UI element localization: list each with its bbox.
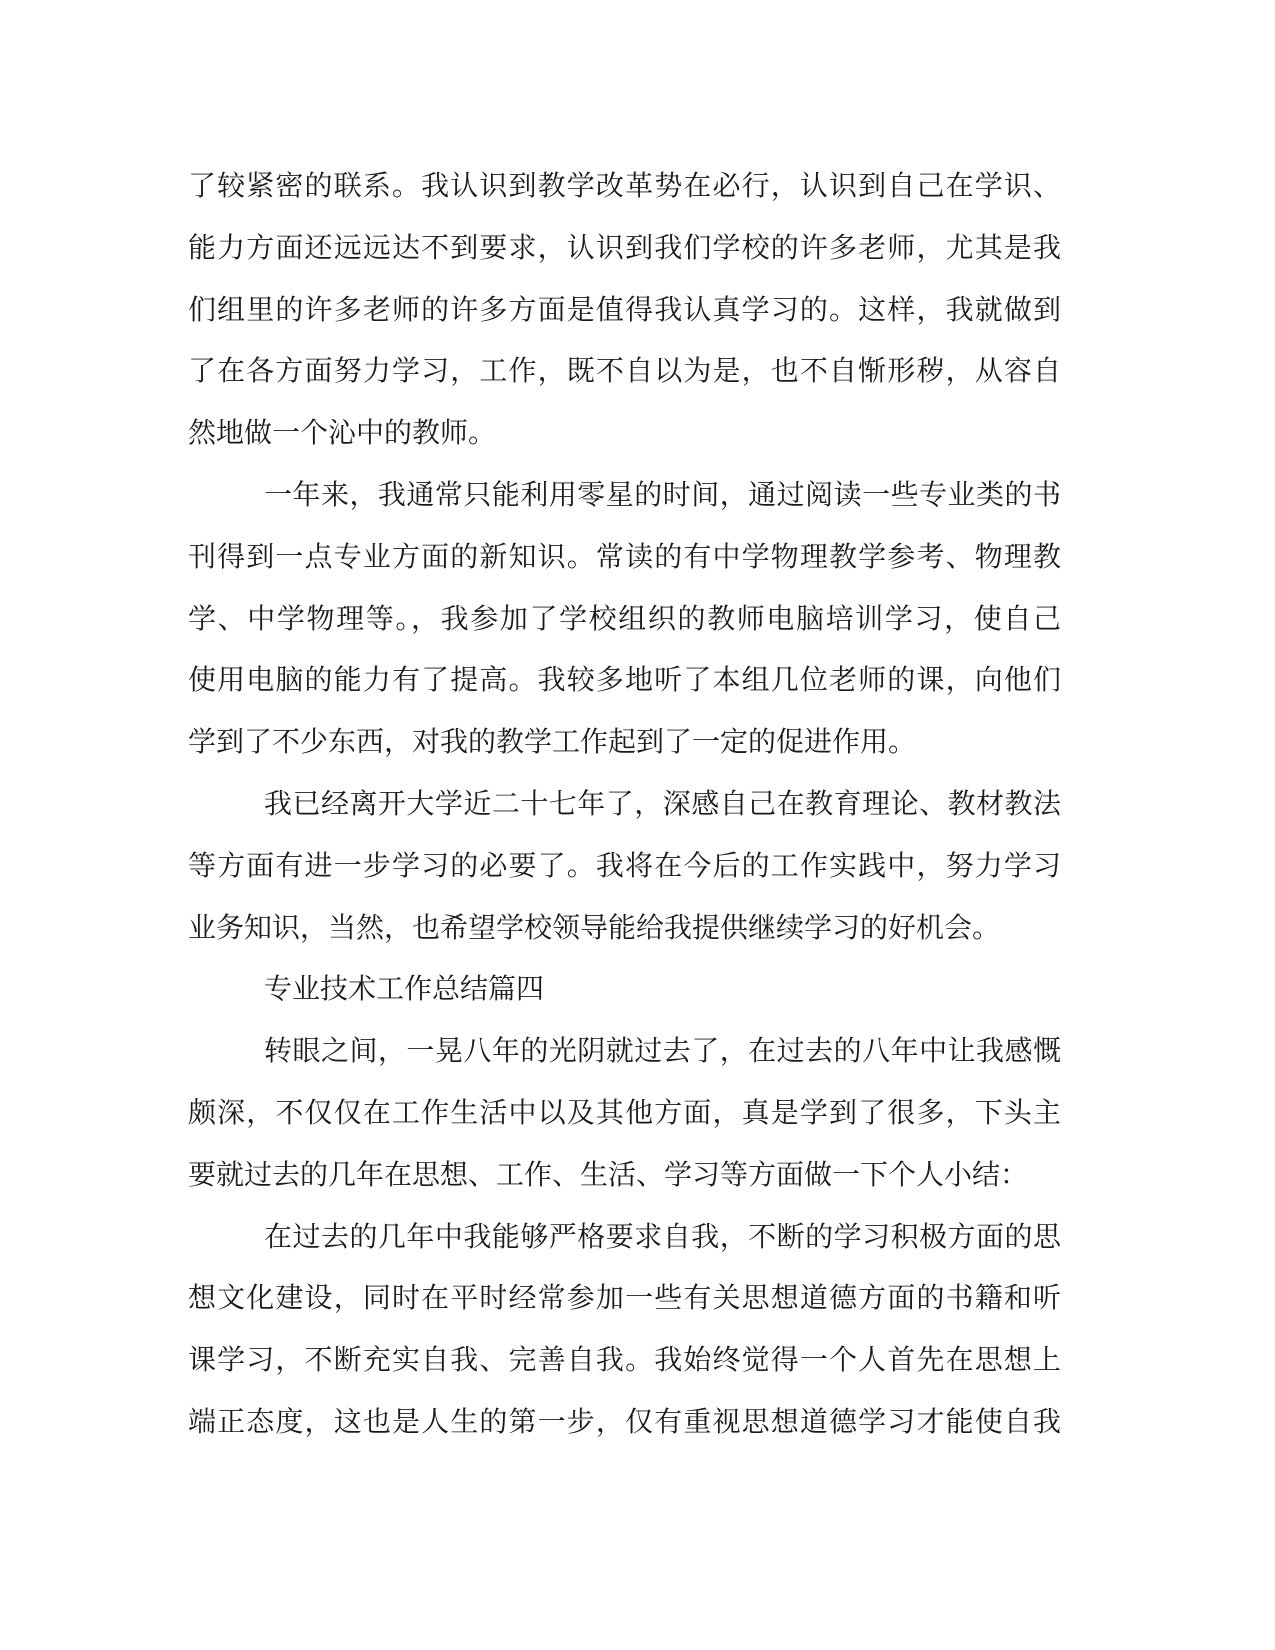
text-line-paragraph-end: 要就过去的几年在思想、工作、生活、学习等方面做一下个人小结： [188,1159,1029,1191]
text-line: 课学习，不断充实自我、完善自我。我始终觉得一个人首先在思想上 [188,1345,1061,1377]
text-line: 学、中学物理等。，我参加了学校组织的教师电脑培训学习，使自己 [188,603,1061,635]
text-line-paragraph-end: 业务知识，当然，也希望学校领导能给我提供继续学习的好机会。 [188,912,1001,944]
text-line: 等方面有进一步学习的必要了。我将在今后的工作实践中，努力学习 [188,850,1061,882]
text-line-paragraph-start: 一年来，我通常只能利用零星的时间，通过阅读一些专业类的书 [264,479,1061,511]
text-line: 们组里的许多老师的许多方面是值得我认真学习的。这样，我就做到 [188,294,1061,326]
text-line: 端正态度，这也是人生的第一步，仅有重视思想道德学习才能使自我 [188,1406,1061,1438]
text-line: 了在各方面努力学习，工作，既不自以为是，也不自惭形秽，从容自 [188,356,1061,388]
text-line: 刊得到一点专业方面的新知识。常读的有中学物理教学参考、物理教 [188,541,1061,573]
text-line: 颇深，不仅仅在工作生活中以及其他方面，真是学到了很多，下头主 [188,1097,1061,1129]
text-line: 能力方面还远远达不到要求，认识到我们学校的许多老师，尤其是我 [188,232,1061,264]
text-line-paragraph-start: 我已经离开大学近二十七年了，深感自己在教育理论、教材教法 [264,788,1061,820]
section-heading-line: 专业技术工作总结篇四 [264,974,545,1006]
text-line-paragraph-start: 在过去的几年中我能够严格要求自我，不断的学习积极方面的思 [264,1221,1061,1253]
document-text-block [188,156,1061,1454]
text-line: 想文化建设，同时在平时经常参加一些有关思想道德方面的书籍和听 [188,1283,1061,1315]
text-line: 使用电脑的能力有了提高。我较多地听了本组几位老师的课，向他们 [188,665,1061,697]
text-line-paragraph-start: 转眼之间，一晃八年的光阴就过去了，在过去的八年中让我感慨 [264,1036,1061,1068]
text-line: 了较紧密的联系。我认识到教学改革势在必行，认识到自己在学识、 [188,171,1061,202]
text-line-paragraph-end: 然地做一个沁中的教师。 [188,418,497,450]
text-line-paragraph-end: 学到了不少东西，对我的教学工作起到了一定的促进作用。 [188,727,917,759]
